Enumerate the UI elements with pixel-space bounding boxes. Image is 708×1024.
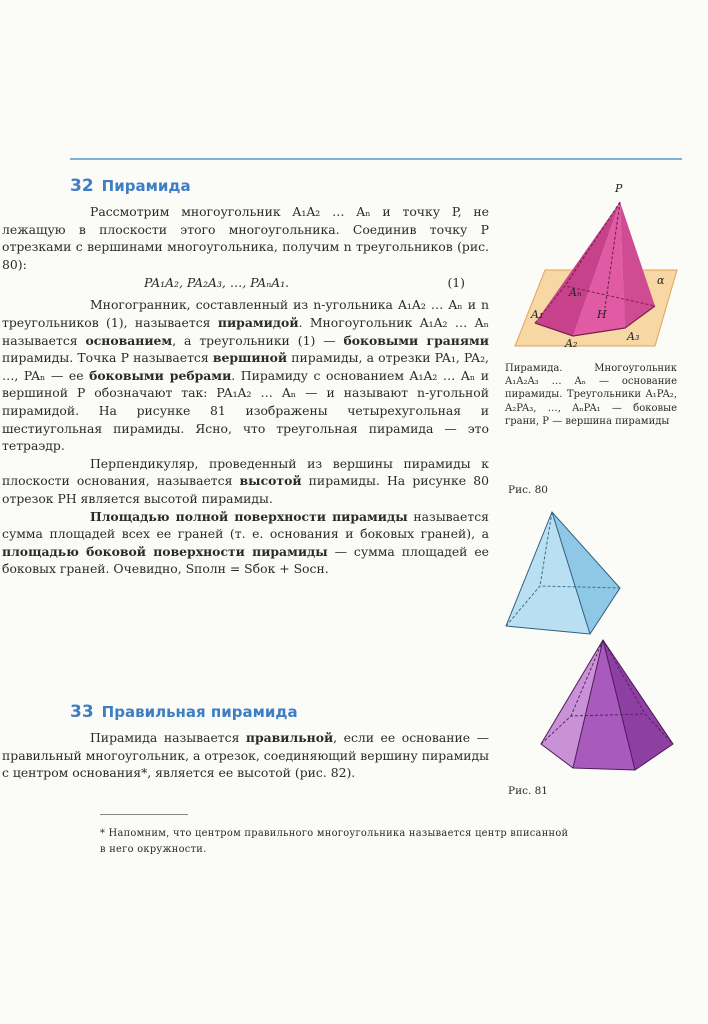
- label-A3: A₃: [627, 330, 640, 343]
- formula-text: PA₁A₂, PA₂A₃, …, PAₙA₁.: [144, 275, 290, 291]
- paragraph-regular-pyramid: [2, 729, 489, 782]
- section-number: 32: [70, 176, 94, 196]
- text-run: — сумма площадей ее боковых граней. Очевидно, Sполн = Sбок + Sосн.: [2, 543, 489, 577]
- section-number: 33: [70, 702, 94, 722]
- figure-80-label: Рис. 80: [508, 484, 548, 496]
- section-32-body: [2, 203, 489, 578]
- label-P: P: [615, 182, 623, 195]
- text-run: Пирамида называется: [90, 730, 246, 745]
- section-title: Пирамида: [101, 177, 191, 195]
- section-title: Правильная пирамида: [101, 703, 298, 721]
- figure-80-caption: Пирамида. Многоугольник A₁A₂A₃ … Aₙ — основание пирамиды. Треугольники A₁PA₂, A₂PA₃, …, AₙPA₁ — боковые грани, P — вершина пирамиды: [505, 363, 677, 427]
- formula-1: [2, 274, 489, 294]
- figure-80-pyramid: [505, 178, 685, 350]
- figure-81-label: Рис. 81: [508, 785, 548, 797]
- paragraph-intro: Рассмотрим многоугольник A₁A₂ … Aₙ и точку P, не лежащую в плоскости этого многоугольника. Соединив точку P отрезками с вершинами многоугольника, получим n треугольников (рис. 80):: [2, 204, 489, 272]
- footnote: * Напомним, что центром правильного многоугольника называется центр вписанной в него окружности.: [100, 828, 569, 855]
- text-run: пирамиды, а отрезки PA₁, PA₂, …, PAₙ — ее: [2, 350, 489, 383]
- label-A2: A₂: [565, 337, 578, 350]
- term-regular: правильной: [245, 730, 334, 745]
- figure-81-hexagonal-pyramid: [535, 636, 695, 776]
- figure-81-quadrilateral-pyramid: [500, 508, 630, 638]
- text-run: . Пирамиду с основанием A₁A₂ … Aₙ и вершиной P обозначают так: PA₁A₂ … Aₙ — и называют n-угольной пирамидой. На рисунке 81 изображены четырехугольная и шестиугольная пирамиды. Ясно, что треугольная пирамида — это тетраэдр.: [2, 367, 490, 454]
- formula-number: (1): [447, 275, 465, 291]
- footnote-rule: [100, 814, 188, 815]
- text-run: Перпендикуляр, проведенный из вершины пирамиды к плоскости основания, называется: [2, 455, 489, 489]
- paragraph-height: [2, 455, 489, 508]
- text-run: Многогранник, составленный из n-угольника A₁A₂ … Aₙ и n треугольников (1), называется: [2, 297, 489, 330]
- term-apex: вершиной: [212, 350, 288, 366]
- lateral-face: [620, 202, 655, 328]
- text-run: , если ее основание — правильный многоугольник, а отрезок, соединяющий вершину пирамиды с центром основания*, является ее высотой (рис. 82).: [2, 730, 489, 781]
- section-32-heading: [70, 176, 191, 196]
- label-H: H: [597, 308, 607, 321]
- term-total-surface: Площадью полной поверхности пирамиды: [90, 508, 408, 524]
- paragraph-surface-area: [2, 508, 489, 578]
- label-alpha: α: [657, 274, 665, 287]
- label-A1: A₁: [531, 308, 544, 321]
- term-lateral-edges: боковыми ребрами: [89, 367, 232, 383]
- text-run: пирамиды. На рисунке 80 отрезок PH является высотой пирамиды.: [2, 473, 489, 506]
- text-run: . Многоугольник A₁A₂ … Aₙ называется: [2, 314, 489, 348]
- text-run: , а треугольники (1) —: [172, 332, 344, 348]
- term-base: основанием: [85, 332, 173, 348]
- label-An: Aₙ: [569, 286, 582, 299]
- term-lateral-faces: боковыми гранями: [343, 332, 489, 348]
- text-run: называется сумма площадей всех ее граней (т. е. основания и боковых граней), а: [2, 508, 489, 542]
- paragraph-definition: [2, 296, 489, 454]
- term-pyramid: пирамидой: [217, 314, 299, 330]
- section-33-heading: [70, 702, 298, 722]
- term-height: высотой: [239, 473, 302, 489]
- text-run: пирамиды. Точка P называется: [2, 350, 213, 366]
- term-lateral-surface: площадью боковой поверхности пирамиды: [2, 543, 328, 559]
- header-rule: [70, 158, 682, 160]
- section-33-body: [2, 729, 489, 782]
